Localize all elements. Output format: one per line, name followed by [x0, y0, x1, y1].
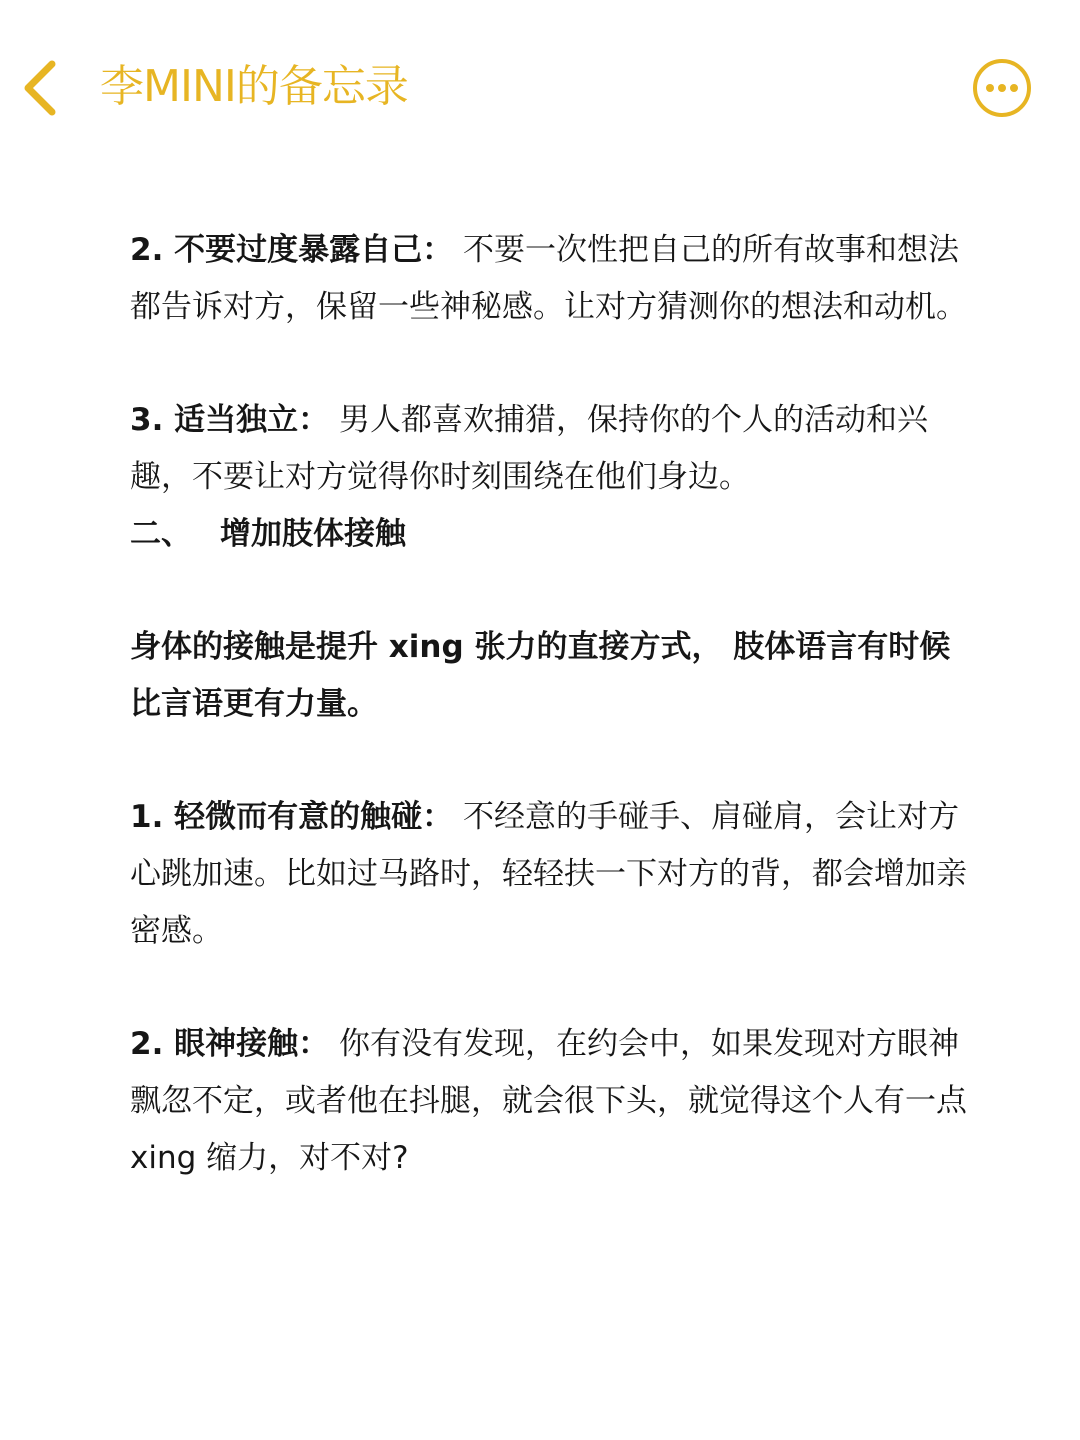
section-heading — [130, 506, 980, 563]
note-body — [130, 222, 980, 1187]
point-text: 不经意的手碰手、肩碰肩，会让对方心跳加速。比如过马路时，轻轻扶一下对方的背，都会增加亲密感。 — [130, 799, 967, 949]
point-title: 2. 不要过度暴露自己： — [130, 232, 454, 268]
nav-bar — [0, 0, 1080, 175]
chevron-left-icon — [18, 52, 70, 122]
paragraph-point-2b — [130, 1016, 980, 1187]
paragraph-point-2 — [130, 222, 980, 336]
point-title: 1. 轻微而有意的触碰： — [130, 799, 454, 835]
point-title: 2. 眼神接触： — [130, 1026, 330, 1062]
more-dots-icon — [971, 57, 1033, 119]
point-title: 3. 适当独立： — [130, 402, 330, 438]
paragraph-point-3 — [130, 392, 980, 506]
section-title: 增加肢体接触 — [220, 516, 406, 552]
point-text: 男人都喜欢捕猎，保持你的个人的活动和兴趣，不要让对方觉得你时刻围绕在他们身边。 — [130, 402, 928, 495]
point-text: 不要一次性把自己的所有故事和想法都告诉对方，保留一些神秘感。让对方猜测你的想法和动机。 — [130, 232, 967, 325]
point-text: 你有没有发现，在约会中，如果发现对方眼神飘忽不定，或者他在抖腿，就会很下头，就觉得这个人有一点 xing 缩力，对不对? — [130, 1026, 967, 1176]
section-number: 二、 — [130, 516, 192, 552]
section-intro: 身体的接触是提升 xing 张力的直接方式， 肢体语言有时候比言语更有力量。 — [130, 629, 951, 722]
back-button[interactable] — [18, 52, 70, 122]
page-title: 李MINI的备忘录 — [100, 61, 408, 112]
more-button[interactable] — [971, 57, 1033, 119]
paragraph-point-1 — [130, 789, 980, 960]
